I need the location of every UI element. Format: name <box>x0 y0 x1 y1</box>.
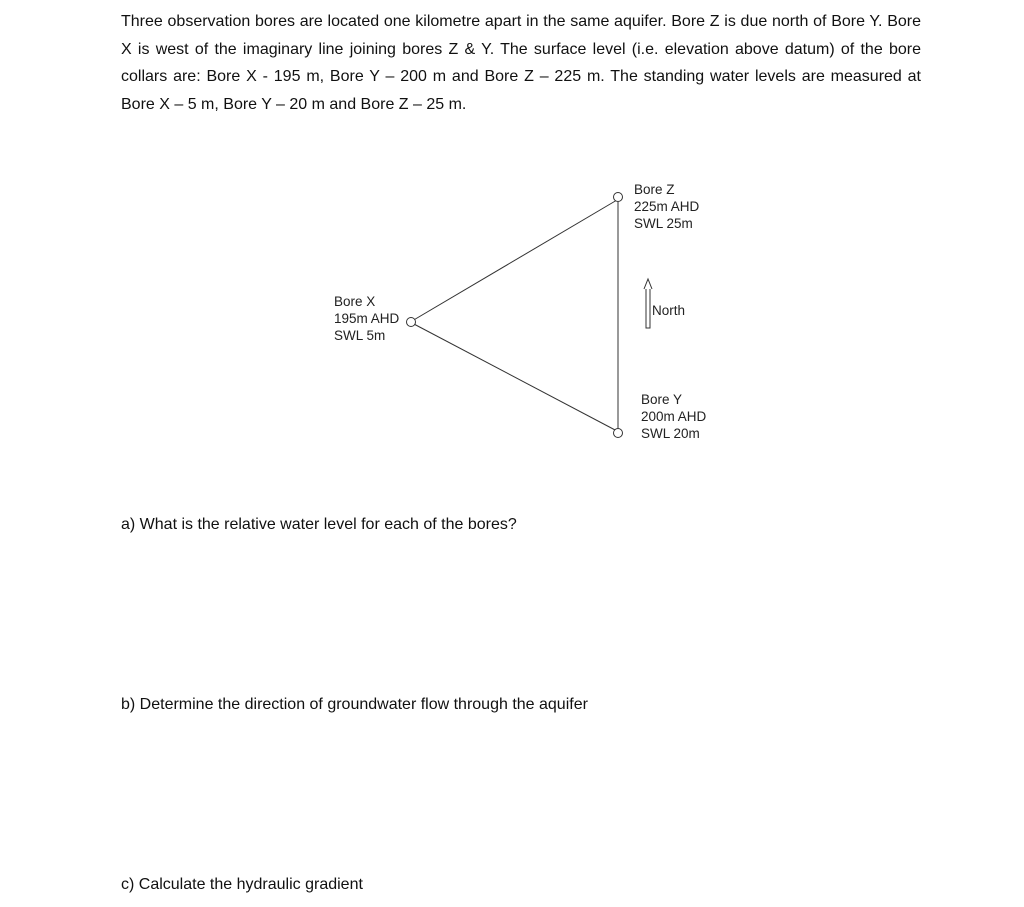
bore-y-elevation: 200m AHD <box>641 409 707 424</box>
bore-z-label <box>634 181 699 232</box>
bore-x-label <box>334 293 399 344</box>
question-b: b) Determine the direction of groundwater flow through the aquifer <box>121 696 588 713</box>
line-x-z <box>412 200 617 321</box>
bore-x-elevation: 195m AHD <box>334 311 400 326</box>
bore-y-label <box>641 391 706 442</box>
problem-statement: Three observation bores are located one kilometre apart in the same aquifer. Bore Z is due north of Bore Y. Bore X is west of the imaginary line joining bores Z & Y. The surface level (i.e. elevation above datum) of the bore collars are: Bore X - 195 m, Bore Y – 200 m and Bore Z – 225 m. The standing water levels are measured at Bore X – 5 m, Bore Y – 20 m and Bore Z – 25 m. <box>121 13 921 113</box>
north-arrow-icon <box>644 279 652 328</box>
bore-y-name: Bore Y <box>641 392 683 407</box>
bore-z-marker <box>614 193 623 202</box>
bore-x-marker <box>407 318 416 327</box>
bore-y-marker <box>614 429 623 438</box>
bore-z-swl: SWL 25m <box>634 216 693 231</box>
north-label: North <box>652 303 686 318</box>
line-x-y <box>412 323 617 431</box>
bore-z-elevation: 225m AHD <box>634 199 700 214</box>
bore-x-swl: SWL 5m <box>334 328 386 343</box>
bore-y-swl: SWL 20m <box>641 426 700 441</box>
question-a: a) What is the relative water level for each of the bores? <box>121 516 517 533</box>
bore-x-name: Bore X <box>334 294 376 309</box>
bore-z-name: Bore Z <box>634 182 675 197</box>
question-c: c) Calculate the hydraulic gradient <box>121 876 363 893</box>
